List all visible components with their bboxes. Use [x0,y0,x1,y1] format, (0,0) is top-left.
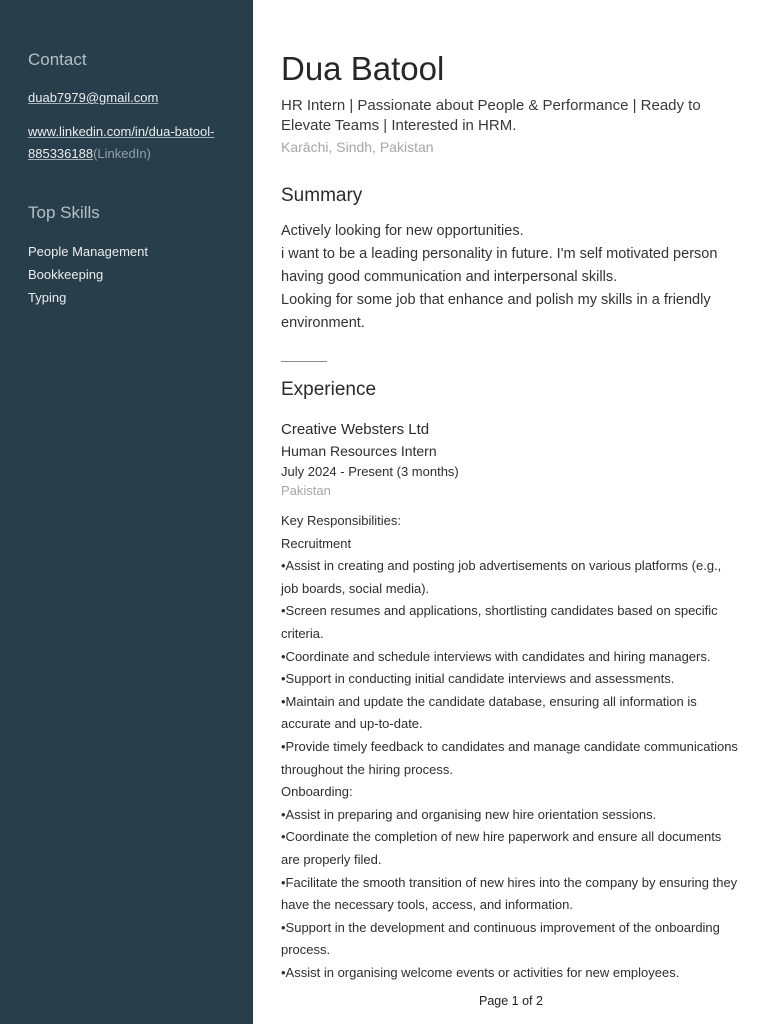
linkedin-suffix: (LinkedIn) [93,146,151,161]
job-detail-line: •Assist in creating and posting job advertisements on various platforms (e.g., job boards, social media). [281,558,722,596]
job-location: Pakistan [281,483,331,498]
job-detail-line: •Coordinate the completion of new hire paperwork and ensure all documents are properly filed. [281,829,722,867]
job-detail-line: •Assist in organising welcome events or activities for new employees. [281,964,680,980]
job-company: Creative Websters Ltd [281,421,430,438]
resume-main [281,0,741,984]
job-dates: July 2024 - Present (3 months) [281,464,459,479]
job-detail-line: •Coordinate and schedule interviews with candidates and hiring managers. [281,648,711,664]
job-detail-line: Key Responsibilities: [281,513,401,528]
job-detail-line: •Screen resumes and applications, shortlisting candidates based on specific criteria. [281,603,718,641]
experience-heading: Experience [281,379,377,400]
headline: HR Intern | Passionate about People & Performance | Ready to Elevate Teams | Interested in HRM. [281,97,701,134]
job-detail-line: Onboarding: [281,784,353,800]
summary-paragraph: Looking for some job that enhance and polish my skills in a friendly environment. [281,292,711,331]
skill-item: Typing [28,290,67,305]
job-detail-line: •Facilitate the smooth transition of new hires into the company by ensuring they have the necessary tools, access, and information. [281,874,738,913]
page-title: Dua Batool [281,50,445,87]
summary-heading: Summary [281,185,363,206]
job-entry [281,420,741,984]
job-detail-line: •Support in the development and continuous improvement of the onboarding process. [281,919,720,958]
job-detail-line: •Support in conducting initial candidate interviews and assessments. [281,671,675,687]
job-detail-line: •Assist in preparing and organising new hire orientation sessions. [281,806,657,822]
section-divider [281,361,327,362]
top-skills-heading: Top Skills [28,203,100,222]
summary-body [281,220,741,335]
job-detail-line: •Provide timely feedback to candidates and manage candidate communications throughout the hiring process. [281,738,738,777]
job-detail-line: Recruitment [281,535,352,551]
contact-heading: Contact [28,50,87,69]
job-title: Human Resources Intern [281,443,437,459]
summary-paragraph: Actively looking for new opportunities. [281,223,524,239]
skills-list [28,240,229,309]
page-footer: Page 1 of 2 [281,992,741,1010]
skill-item: Bookkeeping [28,267,104,282]
email-link[interactable]: duab7979@gmail.com [28,90,159,105]
job-details [281,510,741,984]
profile-location: Karāchi, Sindh, Pakistan [281,139,434,155]
job-detail-line: •Maintain and update the candidate database, ensuring all information is accurate and up-to-date. [281,693,697,732]
linkedin-link[interactable] [28,121,229,165]
summary-paragraph: i want to be a leading personality in future. I'm self motivated person having good communication and interpersonal skills. [281,246,718,285]
linkedin-url[interactable]: www.linkedin.com/in/dua-batool-885336188 [28,124,215,161]
skill-item: People Management [28,244,148,259]
sidebar [0,0,253,1024]
